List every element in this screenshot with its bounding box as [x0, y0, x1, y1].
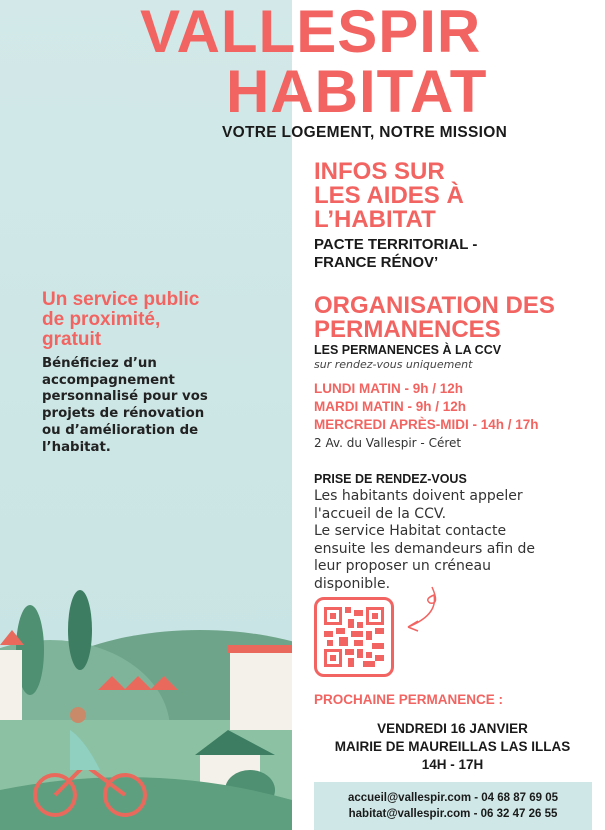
contact-habitat[interactable]: habitat@vallespir.com - 06 32 47 26 55: [348, 808, 558, 820]
rdv-text-line: leur proposer un créneau: [314, 558, 491, 574]
title-line2: HABITAT: [226, 58, 488, 125]
left-body-line: personnalisé pour vos: [42, 389, 208, 405]
schedule-item: MARDI MATIN - 9h / 12h: [314, 399, 467, 414]
rdv-text-line: l'accueil de la CCV.: [314, 505, 447, 522]
organisation-heading: [314, 294, 555, 342]
next-heading: PROCHAINE PERMANENCE :: [314, 692, 504, 707]
contact-box: [314, 782, 592, 830]
left-body-line: projets de rénovation: [42, 406, 205, 422]
left-heading-line: gratuit: [42, 329, 102, 350]
organisation-heading-line: PERMANENCES: [314, 316, 501, 343]
arrow-icon: [400, 585, 450, 635]
left-body: [42, 356, 208, 456]
rdv-text: [314, 488, 535, 593]
left-body-line: l’habitat.: [42, 439, 111, 455]
infos-heading-line: LES AIDES À: [314, 182, 464, 209]
next-line: 14H - 17H: [421, 757, 484, 772]
left-body-line: ou d’amélioration de: [42, 422, 199, 438]
infos-heading: [314, 160, 464, 232]
title-line1: VALLESPIR: [140, 0, 482, 65]
rdv-text-line: Les habitants doivent appeler: [314, 488, 523, 504]
tagline: VOTRE LOGEMENT, NOTRE MISSION: [222, 124, 508, 141]
left-body-line: Bénéficiez d’un: [42, 356, 157, 371]
left-heading: [42, 290, 199, 350]
left-heading-line: de proximité,: [42, 309, 161, 330]
infos-subtitle-line: PACTE TERRITORIAL -: [314, 236, 478, 253]
organisation-subtitle: LES PERMANENCES À LA CCV: [314, 343, 502, 357]
next-details: [300, 720, 605, 774]
schedule: [314, 380, 539, 434]
infos-subtitle: [314, 236, 477, 272]
next-line: MAIRIE DE MAUREILLAS LAS ILLAS: [334, 739, 571, 754]
rdv-text-line: Le service Habitat contacte: [314, 523, 507, 539]
qr-code-icon: [324, 607, 384, 667]
infos-heading-line: L’HABITAT: [314, 206, 436, 233]
rdv-text-line: disponible.: [314, 575, 391, 592]
infos-subtitle-line: FRANCE RÉNOV’: [314, 254, 439, 271]
left-body-line: accompagnement: [42, 372, 175, 388]
qr-code[interactable]: [314, 597, 394, 677]
schedule-item: MERCREDI APRÈS-MIDI - 14h / 17h: [314, 417, 539, 432]
next-line: VENDREDI 16 JANVIER: [377, 721, 528, 736]
village-illustration: [0, 590, 292, 830]
left-heading-line: Un service public: [42, 289, 200, 310]
schedule-item: LUNDI MATIN - 9h / 12h: [314, 381, 464, 396]
contact-accueil[interactable]: accueil@vallespir.com - 04 68 87 69 05: [347, 792, 559, 804]
rdv-text-line: ensuite les demandeurs afin de: [314, 540, 536, 557]
organisation-note: sur rendez-vous uniquement: [314, 358, 473, 371]
address: 2 Av. du Vallespir - Céret: [314, 436, 462, 450]
organisation-heading-line: ORGANISATION DES: [314, 292, 555, 319]
infos-heading-line: INFOS SUR: [314, 158, 445, 185]
rdv-heading: PRISE DE RENDEZ-VOUS: [314, 472, 467, 486]
